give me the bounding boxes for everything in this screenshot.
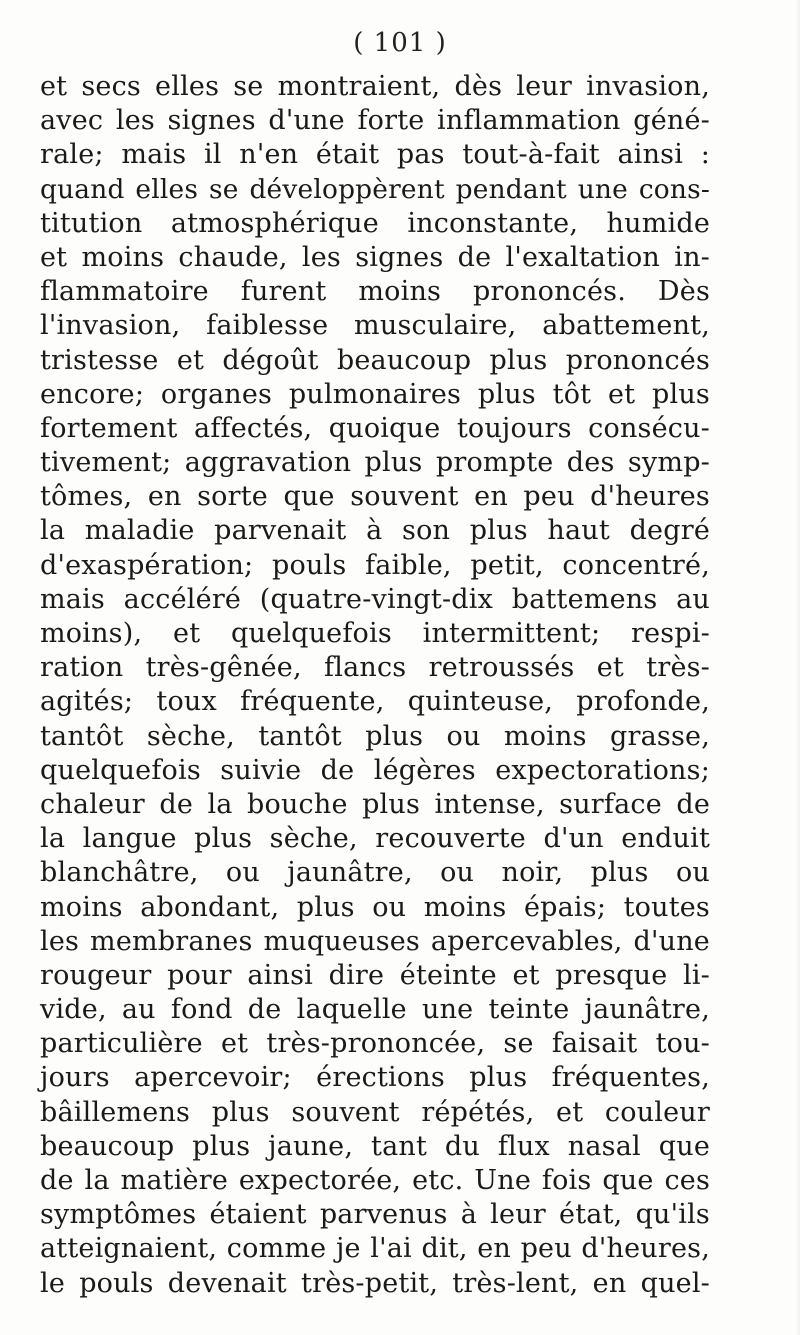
body-text [40, 70, 710, 1301]
text-line: et secs elles se montraient, dès leur invasion, [40, 71, 710, 102]
text-line: symptômes étaient parvenus à leur état, qu'ils [40, 1199, 710, 1231]
text-line: moins), et quelquefois intermittent; respi- [40, 618, 710, 649]
text-line: la langue plus sèche, recouverte d'un enduit [40, 823, 710, 855]
text-line: quelquefois suivie de légères expectorations; [40, 754, 710, 786]
text-line: avec les signes d'une forte inflammation géné- [40, 105, 710, 137]
scan-edge-shadow [794, 0, 800, 1335]
text-line: vide, au fond de laquelle une teinte jaunâtre, [40, 994, 710, 1026]
text-line: d'exaspération; pouls faible, petit, concentré, [40, 549, 710, 581]
text-line: tivement; aggravation plus prompte des symp- [40, 447, 710, 479]
text-line: tristesse et dégoût beaucoup plus prononcés [40, 344, 710, 376]
text-line: le pouls devenait très-petit, très-lent, en quel- [40, 1267, 710, 1299]
text-line: jours apercevoir; érections plus fréquentes, [40, 1062, 710, 1094]
text-line: flammatoire furent moins prononcés. Dès [40, 276, 710, 308]
text-line: moins abondant, plus ou moins épais; toutes [40, 891, 710, 923]
text-line: les membranes muqueuses apercevables, d'une [40, 925, 710, 957]
text-line: quand elles se développèrent pendant une cons- [40, 173, 710, 205]
text-line: l'invasion, faiblesse musculaire, abattement, [40, 310, 710, 342]
text-line: titution atmosphérique inconstante, humide [40, 207, 710, 239]
page-number: ( 101 ) [353, 28, 447, 58]
text-line: agités; toux fréquente, quinteuse, profonde, [40, 686, 710, 718]
text-line: fortement affectés, quoique toujours consécu- [40, 412, 710, 444]
text-line: bâillemens plus souvent répétés, et couleur [40, 1096, 710, 1128]
text-line: mais accéléré (quatre-vingt-dix battemens au [40, 583, 710, 615]
text-line: blanchâtre, ou jaunâtre, ou noir, plus ou [40, 857, 710, 889]
text-line: beaucoup plus jaune, tant du flux nasal que [40, 1130, 710, 1162]
text-line: de la matière expectorée, etc. Une fois que ces [40, 1165, 710, 1196]
text-line: la maladie parvenait à son plus haut degré [40, 515, 710, 547]
text-line: et moins chaude, les signes de l'exaltation in- [40, 241, 710, 273]
text-line: encore; organes pulmonaires plus tôt et plus [40, 378, 710, 410]
text-line: ration très-gênée, flancs retroussés et très- [40, 652, 710, 684]
text-line: atteignaient, comme je l'ai dit, en peu d'heures, [40, 1233, 710, 1265]
text-line: particulière et très-prononcée, se faisait tou- [40, 1028, 710, 1060]
text-line: chaleur de la bouche plus intense, surface de [40, 788, 710, 820]
text-line: tantôt sèche, tantôt plus ou moins grasse, [40, 720, 710, 752]
text-line: rougeur pour ainsi dire éteinte et presque li- [40, 959, 710, 991]
text-line: rale; mais il n'en était pas tout-à-fait ainsi : [40, 139, 710, 171]
text-line: tômes, en sorte que souvent en peu d'heures [40, 481, 710, 513]
